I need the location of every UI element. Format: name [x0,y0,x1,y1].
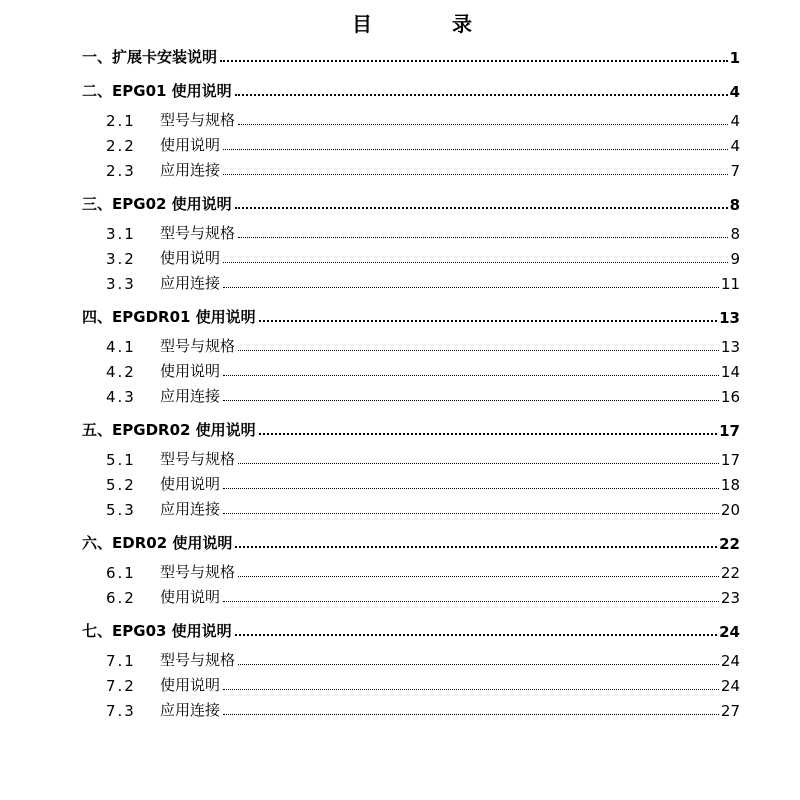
toc-section-entry[interactable] [106,472,740,494]
toc-page-number: 17 [719,422,740,440]
toc-dot-leader [223,149,728,150]
toc-section-entry[interactable] [106,246,740,268]
toc-page-number: 8 [730,225,740,243]
toc-dot-leader [238,664,719,665]
toc-dot-leader [235,94,728,96]
toc-entry-number: 3.1 [106,225,136,243]
toc-entry-label: 扩展卡安装说明 [112,48,218,66]
toc-entry-number: 六、 [82,534,113,552]
toc-entry-label: 应用连接 [160,387,221,405]
toc-entry-number: 二、 [82,82,113,100]
title-char-left: 目 [352,12,372,36]
toc-entry-number: 6.1 [106,564,136,582]
toc-page-number: 8 [729,196,740,214]
toc-entry-label: EDR02 使用说明 [112,534,233,552]
toc-entry-label: 使用说明 [160,588,221,606]
toc-page-number: 13 [720,338,740,356]
toc-section-entry[interactable] [106,648,740,670]
toc-entry-label: 型号与规格 [160,337,236,355]
toc-page-number: 18 [720,476,740,494]
toc-section-entry[interactable] [106,271,740,293]
toc-page-number: 14 [720,363,740,381]
toc-entry-label: 应用连接 [160,500,221,518]
toc-entry-label: EPG03 使用说明 [112,622,232,640]
toc-dot-leader [238,350,719,351]
toc-entry-label: EPG01 使用说明 [112,82,232,100]
toc-page-number: 7 [730,162,740,180]
toc-chapter-entry[interactable] [82,45,740,67]
toc-entry-label: 应用连接 [160,274,221,292]
toc-entry-number: 4.1 [106,338,136,356]
toc-section-entry[interactable] [106,447,740,469]
toc-page-number: 11 [720,275,740,293]
toc-chapter-entry[interactable] [82,305,740,327]
toc-entry-label: EPG02 使用说明 [112,195,232,213]
toc-dot-leader [223,488,719,489]
toc-page-number: 4 [729,83,740,101]
toc-page-number: 17 [720,451,740,469]
toc-entry-number: 4.3 [106,388,136,406]
toc-dot-leader [223,714,719,715]
toc-entry-number: 4.2 [106,363,136,381]
toc-page-number: 22 [719,535,740,553]
toc-entry-number: 3.3 [106,275,136,293]
toc-dot-leader [238,237,728,238]
toc-entry-label: 型号与规格 [160,224,236,242]
toc-section-entry[interactable] [106,497,740,519]
toc-entry-number: 7.3 [106,702,136,720]
toc-dot-leader [259,433,717,435]
toc-entry-number: 5.1 [106,451,136,469]
toc-dot-leader [220,60,728,62]
toc-entry-number: 2.3 [106,162,136,180]
toc-entry-label: 应用连接 [160,161,221,179]
toc-entry-label: 型号与规格 [160,651,236,669]
toc-entry-label: 使用说明 [160,676,221,694]
toc-entry-label: EPGDR01 使用说明 [112,308,256,326]
toc-entry-number: 5.3 [106,501,136,519]
toc-page-number: 1 [729,49,740,67]
toc-dot-leader [235,634,717,636]
toc-dot-leader [223,400,719,401]
toc-entry-number: 7.1 [106,652,136,670]
toc-entry-label: 型号与规格 [160,450,236,468]
toc-entry-number: 2.1 [106,112,136,130]
toc-dot-leader [238,576,719,577]
toc-entry-number: 6.2 [106,589,136,607]
toc-chapter-entry[interactable] [82,418,740,440]
toc-section-entry[interactable] [106,585,740,607]
toc-chapter-entry[interactable] [82,619,740,641]
toc-entry-label: 型号与规格 [160,111,236,129]
toc-dot-leader [238,124,728,125]
toc-entry-number: 5.2 [106,476,136,494]
toc-dot-leader [223,513,719,514]
toc-page-number: 27 [720,702,740,720]
toc-dot-leader [259,320,717,322]
toc-dot-leader [223,375,719,376]
toc-dot-leader [223,174,728,175]
toc-page-number: 24 [719,623,740,641]
toc-entry-number: 2.2 [106,137,136,155]
toc-section-entry[interactable] [106,698,740,720]
toc-entry-number: 一、 [82,48,113,66]
toc-section-entry[interactable] [106,560,740,582]
toc-page-number: 20 [720,501,740,519]
toc-entry-label: 使用说明 [160,475,221,493]
toc-dot-leader [223,287,719,288]
toc-page-number: 4 [730,112,740,130]
toc-dot-leader [223,262,728,263]
toc-section-entry[interactable] [106,108,740,130]
toc-page-number: 9 [730,250,740,268]
toc-page-number: 24 [720,677,740,695]
toc-section-entry[interactable] [106,221,740,243]
toc-page-number: 23 [720,589,740,607]
toc-page-number: 4 [730,137,740,155]
toc-entry-number: 四、 [82,308,113,326]
toc-entry-number: 3.2 [106,250,136,268]
toc-page-number: 16 [720,388,740,406]
toc-chapter-entry[interactable] [82,531,740,553]
toc-dot-leader [235,207,728,209]
title-char-right: 录 [452,12,472,36]
toc-section-entry[interactable] [106,384,740,406]
toc-page-number: 13 [719,309,740,327]
toc-entry-label: 应用连接 [160,701,221,719]
toc-section-entry[interactable] [106,359,740,381]
toc-section-entry[interactable] [106,133,740,155]
toc-dot-leader [223,601,719,602]
toc-section-entry[interactable] [106,158,740,180]
toc-chapter-entry[interactable] [82,79,740,101]
toc-dot-leader [223,689,719,690]
toc-dot-leader [238,463,719,464]
toc-section-entry[interactable] [106,334,740,356]
toc-entry-number: 7.2 [106,677,136,695]
toc-entry-label: 使用说明 [160,362,221,380]
toc-dot-leader [235,546,717,548]
toc-chapter-entry[interactable] [82,192,740,214]
toc-entry-number: 三、 [82,195,113,213]
toc-entry-label: 型号与规格 [160,563,236,581]
toc-entry-number: 五、 [82,421,113,439]
toc-entry-label: 使用说明 [160,249,221,267]
toc-page-number: 24 [720,652,740,670]
toc-entry-label: 使用说明 [160,136,221,154]
toc-entry-number: 七、 [82,622,113,640]
toc-entry-label: EPGDR02 使用说明 [112,421,256,439]
toc-page-number: 22 [720,564,740,582]
toc-section-entry[interactable] [106,673,740,695]
